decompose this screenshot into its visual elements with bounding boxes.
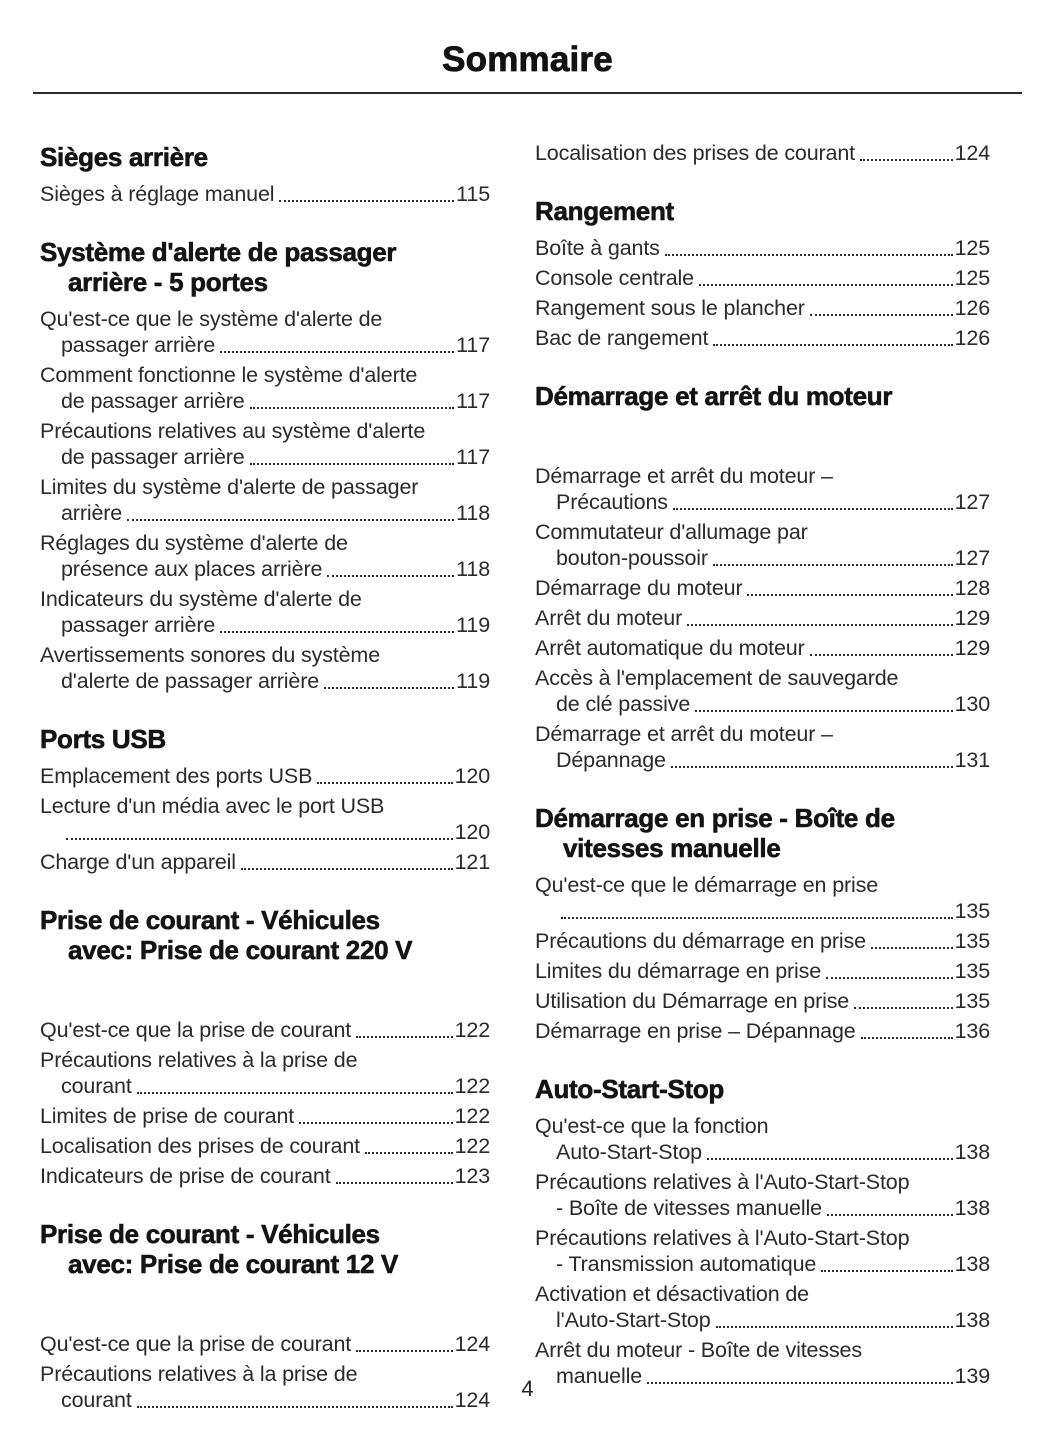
page-number: 4: [521, 1376, 534, 1401]
entry-page-number: 124: [954, 141, 990, 165]
entry-page-number: 129: [954, 636, 990, 660]
toc-entry-text: Auto-Start-Stop: [556, 1140, 702, 1164]
toc-entry: [40, 642, 490, 694]
section-heading-line: Sièges arrière: [40, 142, 208, 172]
toc-entry-text: Précautions relatives à la prise de: [40, 1048, 358, 1072]
toc-entry-text: Limites de prise de courant: [40, 1104, 295, 1128]
entry-page-number: 135: [954, 989, 990, 1013]
dot-leader: [127, 519, 454, 521]
toc-entry-text: Accès à l'emplacement de sauvegarde: [535, 666, 899, 690]
toc-entry-lastline: [535, 235, 990, 261]
section-heading: [40, 905, 490, 965]
entry-page-number: 127: [954, 546, 990, 570]
toc-column-right: [535, 140, 990, 1417]
dot-leader: [821, 1270, 952, 1272]
toc-entry-lastline: [40, 556, 490, 582]
dot-leader: [665, 254, 953, 256]
toc-entry-lastline: [535, 898, 990, 924]
section-heading: [40, 142, 490, 172]
toc-entry: [40, 418, 490, 470]
section-entries: [535, 463, 990, 773]
section-heading-line: avec: Prise de courant 220 V: [68, 935, 413, 965]
entry-page-number: 122: [454, 1074, 490, 1098]
entry-page-number: 126: [954, 326, 990, 350]
entry-page-number: 119: [456, 669, 490, 693]
dot-leader: [137, 1092, 453, 1094]
toc-entry: [535, 1281, 990, 1333]
toc-entry: [535, 988, 990, 1014]
toc-entry-text: Utilisation du Démarrage en prise: [535, 989, 850, 1013]
section-heading: [40, 1219, 490, 1279]
toc-entry: [40, 530, 490, 582]
toc-entry-text: Réglages du système d'alerte de: [40, 531, 348, 555]
entry-page-number: 123: [454, 1164, 490, 1188]
dot-leader: [356, 1036, 452, 1038]
entry-page-number: 119: [456, 613, 490, 637]
dot-leader: [695, 710, 952, 712]
toc-entry: [535, 325, 990, 351]
entry-page-number: 125: [954, 236, 990, 260]
toc-entry: [535, 928, 990, 954]
toc-entry-text: Qu'est-ce que la prise de courant: [40, 1018, 352, 1042]
toc-entry-text: courant: [61, 1388, 132, 1412]
toc-entry-text: Activation et désactivation de: [535, 1282, 809, 1306]
toc-entry-text: Limites du démarrage en prise: [535, 959, 822, 983]
toc-entry-text: Qu'est-ce que le système d'alerte de: [40, 307, 383, 331]
section-heading: [535, 381, 990, 411]
toc-entry-text: courant: [61, 1074, 132, 1098]
toc-entry-lastline: [535, 295, 990, 321]
toc-entry-lastline: [535, 325, 990, 351]
dot-leader: [279, 200, 454, 202]
toc-entry-text: Lecture d'un média avec le port USB: [40, 794, 385, 818]
toc-column-left: [40, 140, 490, 1417]
entry-page-number: 118: [456, 501, 490, 525]
toc-entry: [40, 1017, 490, 1043]
entry-page-number: 120: [454, 764, 490, 788]
dot-leader: [317, 782, 452, 784]
toc-columns: [33, 140, 1022, 1417]
section-heading-line: Rangement: [535, 196, 674, 226]
toc-entry-text: Qu'est-ce que la fonction: [535, 1114, 769, 1138]
section-heading-line: vitesses manuelle: [563, 833, 781, 863]
toc-entry: [40, 586, 490, 638]
dot-leader: [699, 284, 953, 286]
toc-entry: [40, 362, 490, 414]
dot-leader: [220, 631, 454, 633]
toc-entry-lastline: [40, 332, 490, 358]
toc-entry-text: Qu'est-ce que la prise de courant: [40, 1332, 352, 1356]
toc-entry: [535, 665, 990, 717]
entry-page-number: 115: [456, 182, 490, 206]
toc-entry-text: l'Auto-Start-Stop: [556, 1308, 711, 1332]
toc-entry-text: Bac de rangement: [535, 326, 709, 350]
toc-entry-text: Localisation des prises de courant: [40, 1134, 360, 1158]
toc-entry: [535, 575, 990, 601]
section-heading-line: Auto-Start-Stop: [535, 1074, 725, 1104]
section-heading-line: Démarrage et arrêt du moteur: [535, 381, 893, 411]
toc-entry-text: passager arrière: [61, 333, 216, 357]
toc-entry-lastline: [535, 635, 990, 661]
toc-entry-lastline: [535, 1018, 990, 1044]
toc-entry-text: Commutateur d'allumage par: [535, 520, 808, 544]
dot-leader: [327, 575, 454, 577]
toc-entry-text: Précautions relatives à l'Auto-Start-Stop: [535, 1226, 910, 1250]
toc-entry-lastline: [535, 747, 990, 773]
dot-leader: [241, 868, 453, 870]
dot-leader: [713, 564, 953, 566]
toc-entry: [40, 1103, 490, 1129]
toc-entry-text: bouton-poussoir: [556, 546, 708, 570]
toc-entry-text: Arrêt du moteur - Boîte de vitesses: [535, 1338, 862, 1362]
section-entries: [40, 763, 490, 875]
toc-entry: [535, 235, 990, 261]
dot-leader: [220, 351, 454, 353]
toc-entry-lastline: [535, 958, 990, 984]
section-heading-line: avec: Prise de courant 12 V: [68, 1249, 399, 1279]
toc-entry-lastline: [535, 575, 990, 601]
dot-leader: [324, 687, 454, 689]
toc-entry-text: Précautions du démarrage en prise: [535, 929, 866, 953]
dot-leader: [713, 344, 952, 346]
dot-leader: [810, 654, 953, 656]
toc-entry: [40, 306, 490, 358]
toc-entry-lastline: [40, 849, 490, 875]
dot-leader: [561, 917, 953, 919]
entry-page-number: 117: [456, 333, 490, 357]
toc-entry-lastline: [535, 545, 990, 571]
entry-page-number: 125: [954, 266, 990, 290]
toc-entry-lastline: [535, 988, 990, 1014]
section-heading-line: Démarrage en prise - Boîte de: [535, 803, 895, 833]
section-entries: [535, 235, 990, 351]
dot-leader: [356, 1350, 452, 1352]
toc-entry-text: de passager arrière: [61, 389, 245, 413]
title-divider: [33, 92, 1022, 94]
toc-entry-lastline: [40, 612, 490, 638]
toc-entry: [535, 265, 990, 291]
toc-entry-text: Console centrale: [535, 266, 694, 290]
section-heading-line: Prise de courant - Véhicules: [40, 1219, 380, 1249]
toc-entry-text: d'alerte de passager arrière: [61, 669, 320, 693]
entry-page-number: 128: [954, 576, 990, 600]
toc-entry-lastline: [535, 489, 990, 515]
toc-entry-text: Dépannage: [556, 748, 666, 772]
toc-entry-text: Précautions: [556, 490, 668, 514]
toc-entry-text: Qu'est-ce que le démarrage en prise: [535, 873, 879, 897]
entry-page-number: 120: [454, 820, 490, 844]
toc-entry-lastline: [40, 181, 490, 207]
toc-entry-lastline: [40, 1331, 490, 1357]
toc-entry: [40, 1047, 490, 1099]
toc-entry-lastline: [40, 763, 490, 789]
toc-entry-text: Sièges à réglage manuel: [40, 182, 275, 206]
toc-entry-lastline: [40, 1133, 490, 1159]
entry-page-number: 131: [954, 748, 990, 772]
section-entries: [535, 872, 990, 1044]
dot-leader: [250, 407, 455, 409]
dot-leader: [827, 1214, 953, 1216]
toc-entry-text: Indicateurs du système d'alerte de: [40, 587, 362, 611]
toc-entry-lastline: [40, 668, 490, 694]
toc-entry: [535, 519, 990, 571]
section-heading: [535, 803, 990, 863]
toc-entry-lastline: [40, 1103, 490, 1129]
entry-page-number: 138: [954, 1308, 990, 1332]
toc-entry: [535, 872, 990, 924]
section-entries: [535, 140, 990, 166]
toc-entry-text: Démarrage et arrêt du moteur –: [535, 464, 833, 488]
dot-leader: [810, 314, 953, 316]
entry-page-number: 138: [954, 1140, 990, 1164]
toc-entry: [40, 1133, 490, 1159]
toc-entry-text: Emplacement des ports USB: [40, 764, 313, 788]
toc-entry-text: Charge d'un appareil: [40, 850, 236, 874]
toc-entry-lastline: [40, 1073, 490, 1099]
entry-page-number: 126: [954, 296, 990, 320]
entry-page-number: 139: [954, 1364, 990, 1388]
entry-page-number: 129: [954, 606, 990, 630]
dot-leader: [365, 1152, 453, 1154]
toc-entry-text: Limites du système d'alerte de passager: [40, 475, 419, 499]
entry-page-number: 124: [454, 1332, 490, 1356]
toc-entry-lastline: [40, 444, 490, 470]
dot-leader: [299, 1122, 452, 1124]
toc-entry-text: Indicateurs de prise de courant: [40, 1164, 331, 1188]
toc-entry-text: présence aux places arrière: [61, 557, 323, 581]
toc-entry-text: Précautions relatives à la prise de: [40, 1362, 358, 1386]
dot-leader: [854, 1007, 952, 1009]
entry-page-number: 138: [954, 1196, 990, 1220]
toc-entry-lastline: [535, 928, 990, 954]
entry-page-number: 118: [456, 557, 490, 581]
toc-entry-text: manuelle: [556, 1364, 643, 1388]
section-heading-line: Ports USB: [40, 724, 166, 754]
entry-page-number: 138: [954, 1252, 990, 1276]
dot-leader: [747, 594, 952, 596]
section-heading-line: Prise de courant - Véhicules: [40, 905, 380, 935]
section-heading: [535, 1074, 990, 1104]
toc-entry-text: Rangement sous le plancher: [535, 296, 805, 320]
toc-entry-lastline: [535, 1307, 990, 1333]
toc-entry: [535, 463, 990, 515]
toc-entry: [40, 793, 490, 845]
toc-entry-text: de passager arrière: [61, 445, 245, 469]
toc-entry-text: Localisation des prises de courant: [535, 141, 855, 165]
entry-page-number: 122: [454, 1134, 490, 1158]
toc-entry-text: Précautions relatives au système d'alerte: [40, 419, 426, 443]
section-entries: [40, 181, 490, 207]
section-heading: [535, 196, 990, 226]
section-heading: [40, 724, 490, 754]
dot-leader: [250, 463, 455, 465]
toc-entry: [40, 1163, 490, 1189]
toc-entry: [40, 763, 490, 789]
section-heading: [40, 237, 490, 297]
dot-leader: [871, 947, 953, 949]
section-entries: [40, 306, 490, 694]
toc-entry: [535, 1113, 990, 1165]
toc-entry-text: Précautions relatives à l'Auto-Start-Stop: [535, 1170, 910, 1194]
toc-entry: [535, 958, 990, 984]
dot-leader: [673, 508, 953, 510]
section-entries: [40, 1017, 490, 1189]
toc-entry-lastline: [535, 605, 990, 631]
toc-entry-lastline: [40, 1017, 490, 1043]
toc-entry-text: - Boîte de vitesses manuelle: [556, 1196, 822, 1220]
toc-entry-text: arrière: [61, 501, 123, 525]
entry-page-number: 136: [954, 1019, 990, 1043]
toc-entry-lastline: [40, 388, 490, 414]
toc-entry-text: Arrêt du moteur: [535, 606, 683, 630]
toc-entry-lastline: [535, 1139, 990, 1165]
toc-entry-lastline: [40, 500, 490, 526]
toc-entry-lastline: [535, 265, 990, 291]
toc-entry: [40, 474, 490, 526]
toc-entry-lastline: [535, 1251, 990, 1277]
toc-entry: [40, 181, 490, 207]
entry-page-number: 130: [954, 692, 990, 716]
toc-entry: [535, 1225, 990, 1277]
entry-page-number: 127: [954, 490, 990, 514]
toc-entry-text: - Transmission automatique: [556, 1252, 817, 1276]
toc-entry-lastline: [535, 140, 990, 166]
section-entries: [535, 1113, 990, 1389]
toc-entry-text: Démarrage et arrêt du moteur –: [535, 722, 833, 746]
toc-entry-text: Avertissements sonores du système: [40, 643, 380, 667]
dot-leader: [687, 624, 952, 626]
dot-leader: [707, 1158, 953, 1160]
toc-entry: [535, 1018, 990, 1044]
toc-entry-lastline: [535, 1195, 990, 1221]
toc-entry-text: Démarrage en prise – Dépannage: [535, 1019, 856, 1043]
toc-entry: [535, 721, 990, 773]
toc-entry-text: passager arrière: [61, 613, 216, 637]
entry-page-number: 124: [454, 1388, 490, 1412]
toc-entry-lastline: [535, 691, 990, 717]
dot-leader: [66, 838, 453, 840]
entry-page-number: 122: [454, 1018, 490, 1042]
dot-leader: [826, 977, 953, 979]
entry-page-number: 117: [456, 389, 490, 413]
dot-leader: [861, 1037, 953, 1039]
entry-page-number: 135: [954, 899, 990, 923]
dot-leader: [671, 766, 953, 768]
entry-page-number: 117: [456, 445, 490, 469]
dot-leader: [716, 1326, 953, 1328]
toc-entry: [535, 605, 990, 631]
toc-entry: [535, 140, 990, 166]
toc-entry-lastline: [40, 1163, 490, 1189]
dot-leader: [336, 1182, 453, 1184]
toc-entry-text: de clé passive: [556, 692, 691, 716]
section-heading-line: arrière - 5 portes: [68, 267, 268, 297]
toc-entry: [535, 635, 990, 661]
toc-entry-text: Arrêt automatique du moteur: [535, 636, 805, 660]
toc-entry-text: Comment fonctionne le système d'alerte: [40, 363, 418, 387]
toc-entry: [535, 295, 990, 321]
section-heading-line: Système d'alerte de passager: [40, 237, 397, 267]
page-title: Sommaire: [442, 40, 613, 79]
entry-page-number: 135: [954, 929, 990, 953]
dot-leader: [137, 1406, 453, 1408]
entry-page-number: 135: [954, 959, 990, 983]
entry-page-number: 121: [454, 850, 490, 874]
dot-leader: [860, 159, 953, 161]
toc-entry-text: Démarrage du moteur: [535, 576, 743, 600]
toc-entry-lastline: [40, 819, 490, 845]
toc-entry: [40, 1331, 490, 1357]
toc-entry: [40, 849, 490, 875]
toc-entry: [535, 1169, 990, 1221]
toc-entry-text: Boîte à gants: [535, 236, 660, 260]
entry-page-number: 122: [454, 1104, 490, 1128]
